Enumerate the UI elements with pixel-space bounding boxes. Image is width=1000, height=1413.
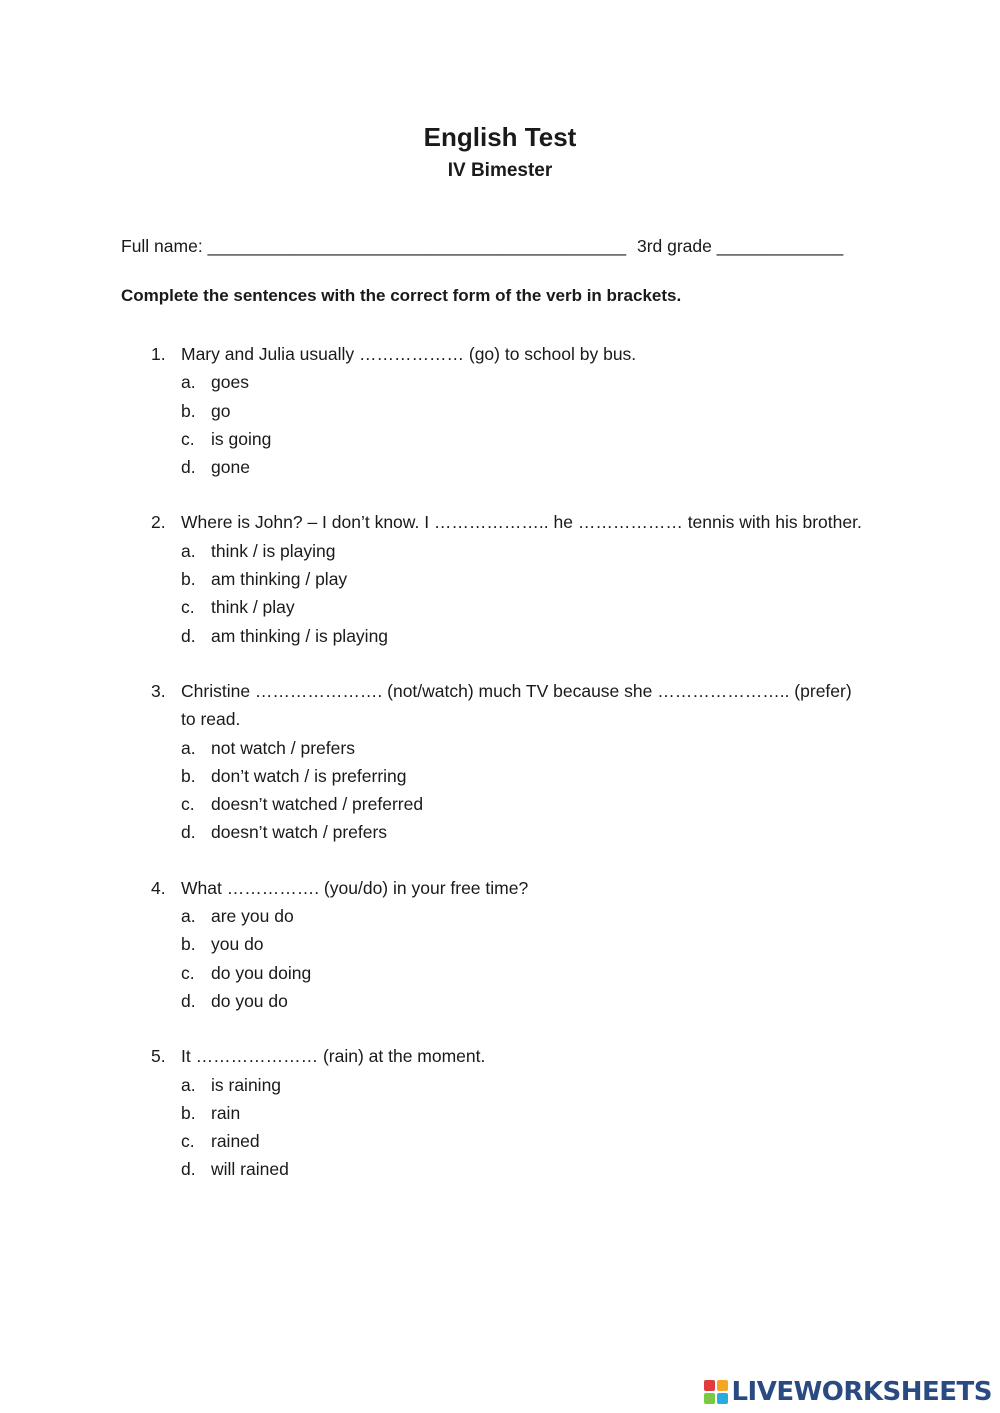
option-c: [151, 1127, 871, 1155]
option-text: don’t watch / is preferring: [211, 765, 407, 786]
option-text: goes: [211, 372, 249, 393]
option-a: [151, 734, 871, 762]
option-text: doesn’t watched / preferred: [211, 794, 424, 815]
option-b: [151, 397, 871, 425]
option-letter: a.: [181, 906, 196, 927]
option-letter: d.: [181, 990, 196, 1011]
question-number: 2.: [151, 512, 166, 533]
option-letter: d.: [181, 1159, 196, 1180]
option-text: do you doing: [211, 962, 312, 983]
question-2: [151, 508, 871, 649]
option-letter: c.: [181, 597, 195, 618]
grade-label: 3rd grade: [636, 236, 712, 256]
option-text: think / is playing: [211, 540, 336, 561]
option-letter: a.: [181, 1074, 196, 1095]
option-text: not watch / prefers: [211, 737, 355, 758]
option-text: think / play: [211, 597, 295, 618]
option-letter: d.: [181, 822, 196, 843]
option-a: [151, 537, 871, 565]
logo-tile-1: [704, 1380, 715, 1391]
option-c: [151, 593, 871, 621]
page-title: English Test: [423, 122, 577, 152]
page-subtitle: IV Bimester: [447, 160, 553, 181]
option-d: [151, 622, 871, 650]
logo-text: LIVEWORKSHEETS: [731, 1377, 992, 1407]
question-number: 5.: [151, 1046, 166, 1067]
option-letter: b.: [181, 400, 196, 421]
option-letter: c.: [181, 1131, 195, 1152]
option-text: rained: [211, 1131, 260, 1152]
option-letter: b.: [181, 934, 196, 955]
option-letter: d.: [181, 457, 196, 478]
option-b: [151, 762, 871, 790]
option-text: do you do: [211, 990, 288, 1011]
option-a: [151, 902, 871, 930]
logo-tile-3: [704, 1393, 715, 1404]
option-a: [151, 1071, 871, 1099]
option-letter: b.: [181, 569, 196, 590]
option-letter: a.: [181, 737, 196, 758]
question-1: [151, 340, 871, 481]
option-text: rain: [211, 1102, 241, 1123]
liveworksheets-logo: [704, 1375, 992, 1409]
option-text: will rained: [211, 1159, 289, 1180]
option-text: you do: [211, 934, 264, 955]
option-text: am thinking / play: [211, 569, 348, 590]
option-letter: c.: [181, 962, 195, 983]
option-letter: b.: [181, 1102, 196, 1123]
liveworksheets-logo-icon: [704, 1380, 728, 1404]
question-text: Where is John? – I don’t know. I ……………….. he ……………… tennis with his brother.: [181, 512, 862, 533]
logo-tile-4: [717, 1393, 728, 1404]
option-c: [151, 790, 871, 818]
option-text: are you do: [211, 906, 294, 927]
student-info-line: [121, 236, 843, 257]
option-d: [151, 987, 871, 1015]
option-c: [151, 959, 871, 987]
option-d: [151, 453, 871, 481]
name-blank: ___________________________________________: [207, 236, 627, 256]
question-text: Mary and Julia usually ……………… (go) to school by bus.: [181, 344, 637, 364]
question-text: Christine …………………. (not/watch) much TV because she ………………….. (prefer) to read.: [181, 680, 852, 730]
option-a: [151, 368, 871, 396]
question-4: [151, 874, 871, 1015]
option-letter: a.: [181, 540, 196, 561]
question-5: [151, 1042, 871, 1183]
option-letter: a.: [181, 372, 196, 393]
question-text: It ………………… (rain) at the moment.: [181, 1046, 486, 1067]
option-b: [151, 1099, 871, 1127]
name-label: Full name:: [121, 236, 203, 256]
option-text: go: [211, 400, 231, 421]
option-text: doesn’t watch / prefers: [211, 822, 388, 843]
option-b: [151, 930, 871, 958]
option-letter: b.: [181, 765, 196, 786]
option-text: am thinking / is playing: [211, 625, 389, 646]
option-letter: d.: [181, 625, 196, 646]
option-c: [151, 425, 871, 453]
logo-tile-2: [717, 1380, 728, 1391]
option-b: [151, 565, 871, 593]
question-number: 3.: [151, 680, 166, 701]
grade-blank: _____________: [716, 236, 844, 256]
option-letter: c.: [181, 428, 195, 449]
option-text: gone: [211, 457, 250, 478]
option-text: is raining: [211, 1074, 282, 1095]
question-number: 1.: [151, 344, 166, 364]
option-d: [151, 818, 871, 846]
option-d: [151, 1155, 871, 1183]
instructions: Complete the sentences with the correct form of the verb in brackets.: [121, 286, 682, 305]
option-text: is going: [211, 428, 272, 449]
question-number: 4.: [151, 877, 166, 898]
question-list: [151, 340, 871, 1211]
question-text: What ……………. (you/do) in your free time?: [181, 877, 529, 898]
option-letter: c.: [181, 794, 195, 815]
question-3: [151, 677, 871, 847]
